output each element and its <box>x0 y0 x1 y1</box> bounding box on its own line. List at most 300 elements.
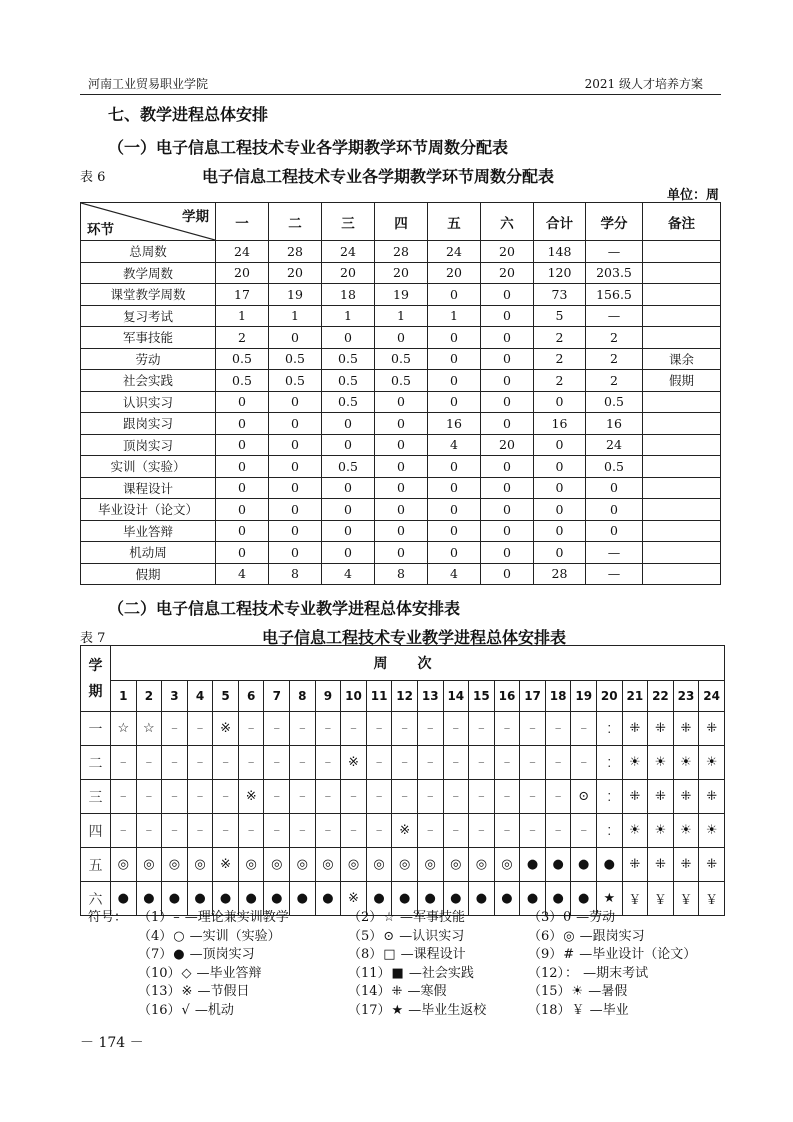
table-cell: 0 <box>216 520 269 542</box>
table-cell: 课余 <box>643 348 721 370</box>
week-number: 14 <box>443 681 469 712</box>
table-cell: 5 <box>534 305 586 327</box>
schedule-cell: – <box>520 712 546 746</box>
week-number: 8 <box>290 681 316 712</box>
table-cell: 0 <box>269 477 322 499</box>
schedule-cell: – <box>392 712 418 746</box>
table-row <box>81 520 721 542</box>
table6-col-header: 三 <box>322 203 375 241</box>
schedule-cell: – <box>469 746 495 780</box>
table-cell <box>643 305 721 327</box>
table-cell: 假期 <box>643 370 721 392</box>
legend-item <box>138 943 255 962</box>
schedule-cell: ● <box>596 848 622 882</box>
term-label: 四 <box>81 814 111 848</box>
table-cell: 0 <box>534 391 586 413</box>
header-doc-title: 2021 级人才培养方案 <box>584 77 703 91</box>
table-cell: 0 <box>481 520 534 542</box>
table-row <box>81 542 721 564</box>
schedule-cell: ☀ <box>622 746 648 780</box>
table-row <box>81 327 721 349</box>
legend-symbol: √ <box>181 1002 190 1018</box>
week-number: 22 <box>648 681 674 712</box>
legend-text: —毕业答辩 <box>196 965 262 981</box>
schedule-cell: – <box>315 814 341 848</box>
schedule-cell: ◎ <box>264 848 290 882</box>
table-cell: — <box>586 542 643 564</box>
table-cell <box>643 327 721 349</box>
table6-col-header: 六 <box>481 203 534 241</box>
schedule-cell: ※ <box>341 882 367 916</box>
table6-corner-cell <box>81 203 216 241</box>
legend-item <box>348 962 474 981</box>
table-row <box>81 434 721 456</box>
table-cell: 0 <box>428 456 481 478</box>
schedule-cell: – <box>162 712 188 746</box>
legend-text: —毕业生返校 <box>408 1002 487 1018</box>
schedule-cell: – <box>366 780 392 814</box>
schedule-cell: – <box>545 746 571 780</box>
legend-symbol: ◇ <box>181 965 192 981</box>
schedule-cell: ● <box>315 882 341 916</box>
table-cell: 0 <box>216 499 269 521</box>
header-institution: 河南工业贸易职业学院 <box>88 77 209 91</box>
table6-header-row <box>81 203 721 241</box>
schedule-cell: – <box>341 814 367 848</box>
table-cell: 20 <box>481 434 534 456</box>
table-cell <box>643 563 721 585</box>
table-cell: 0.5 <box>586 456 643 478</box>
table6-col-header: 二 <box>269 203 322 241</box>
legend-symbol: ⁜ <box>391 984 403 999</box>
legend-text: —机动 <box>194 1002 234 1018</box>
legend-item <box>528 906 615 925</box>
legend-symbol: # <box>563 947 575 962</box>
table-cell: 1 <box>269 305 322 327</box>
table-cell: 20 <box>269 262 322 284</box>
table-cell: — <box>586 563 643 585</box>
schedule-cell: ※ <box>213 712 239 746</box>
row-label: 实训（实验） <box>81 456 216 478</box>
schedule-cell: – <box>136 746 162 780</box>
schedule-cell: – <box>213 780 239 814</box>
schedule-cell: ● <box>417 882 443 916</box>
table7-week-numbers-row <box>81 681 725 712</box>
table-cell: 0 <box>216 413 269 435</box>
legend-text: —节假日 <box>197 984 250 999</box>
schedule-cell: ● <box>187 882 213 916</box>
table-cell: 0 <box>375 499 428 521</box>
table-cell: 0 <box>586 477 643 499</box>
table-cell: 0 <box>375 391 428 413</box>
schedule-cell: – <box>264 746 290 780</box>
schedule-cell: – <box>213 814 239 848</box>
table-cell <box>643 456 721 478</box>
schedule-cell: ● <box>366 882 392 916</box>
table-cell: 0 <box>481 477 534 499</box>
table-cell <box>643 520 721 542</box>
table-cell: 0.5 <box>322 348 375 370</box>
schedule-cell: ⁜ <box>673 780 699 814</box>
schedule-cell: – <box>469 712 495 746</box>
term-label: 二 <box>81 746 111 780</box>
row-label: 社会实践 <box>81 370 216 392</box>
legend-num: （7） <box>138 947 173 962</box>
legend-num: （17） <box>348 1002 391 1018</box>
table-cell: 28 <box>269 241 322 263</box>
table-cell: 0 <box>481 456 534 478</box>
schedule-cell: – <box>213 746 239 780</box>
schedule-cell: ● <box>469 882 495 916</box>
table-cell: 19 <box>375 284 428 306</box>
legend-text: —理论兼实训教学 <box>184 910 289 925</box>
table-cell: 0 <box>428 348 481 370</box>
schedule-cell: ☀ <box>699 746 725 780</box>
table-cell: 2 <box>586 348 643 370</box>
schedule-cell: ● <box>392 882 418 916</box>
week-number: 20 <box>596 681 622 712</box>
subsection-2-title: （二）电子信息工程技术专业教学进程总体安排表 <box>108 599 461 618</box>
schedule-cell: ※ <box>392 814 418 848</box>
week-number: 3 <box>162 681 188 712</box>
table-cell: 0 <box>428 477 481 499</box>
schedule-cell: ※ <box>341 746 367 780</box>
table-cell: 0 <box>375 413 428 435</box>
legend-item <box>138 906 289 925</box>
legend-prefix: 符号： <box>88 910 128 925</box>
term-row <box>81 848 725 882</box>
schedule-cell: – <box>494 780 520 814</box>
table-cell: 0 <box>216 391 269 413</box>
table-cell: 0 <box>375 327 428 349</box>
legend-num: （9） <box>528 947 563 962</box>
schedule-cell: ☀ <box>673 746 699 780</box>
legend-item <box>528 925 645 944</box>
table-cell: 0 <box>375 520 428 542</box>
schedule-cell: – <box>238 814 264 848</box>
schedule-cell: – <box>111 780 137 814</box>
schedule-cell: – <box>290 746 316 780</box>
table-cell: 0 <box>481 284 534 306</box>
table-cell: 0.5 <box>322 370 375 392</box>
table-cell: 0 <box>534 499 586 521</box>
legend-symbol: ： <box>565 965 579 981</box>
schedule-table <box>80 645 725 916</box>
schedule-cell: – <box>187 780 213 814</box>
table-cell <box>643 413 721 435</box>
table-cell: 8 <box>375 563 428 585</box>
table-cell: 0 <box>322 542 375 564</box>
table-cell: 2 <box>586 370 643 392</box>
table-cell: 0 <box>428 499 481 521</box>
table-cell: 1 <box>428 305 481 327</box>
legend-num: （10） <box>138 965 181 981</box>
schedule-cell: – <box>366 712 392 746</box>
schedule-cell: – <box>187 814 213 848</box>
schedule-cell: – <box>187 712 213 746</box>
legend-item <box>138 962 262 981</box>
legend-item <box>348 999 486 1018</box>
table-cell <box>643 542 721 564</box>
table6-col-header: 五 <box>428 203 481 241</box>
schedule-cell: – <box>392 780 418 814</box>
schedule-cell: – <box>315 780 341 814</box>
schedule-cell: – <box>290 712 316 746</box>
schedule-cell: – <box>417 814 443 848</box>
row-label: 劳动 <box>81 348 216 370</box>
table-cell: 16 <box>534 413 586 435</box>
schedule-cell: – <box>162 814 188 848</box>
legend-num: （13） <box>138 984 181 999</box>
table-cell: 0.5 <box>269 370 322 392</box>
legend-text: —课程设计 <box>400 947 466 962</box>
table-cell: 0.5 <box>269 348 322 370</box>
schedule-cell: ◎ <box>494 848 520 882</box>
schedule-cell: ⁜ <box>622 848 648 882</box>
legend-text: —寒假 <box>407 984 447 999</box>
page-number: － 174 － <box>80 1035 144 1051</box>
week-number: 12 <box>392 681 418 712</box>
table-cell: 0 <box>322 327 375 349</box>
table-cell: 0 <box>428 327 481 349</box>
table-cell: 0 <box>375 542 428 564</box>
schedule-cell: ● <box>520 848 546 882</box>
row-label: 机动周 <box>81 542 216 564</box>
schedule-cell: – <box>545 814 571 848</box>
table-cell: 0 <box>534 542 586 564</box>
schedule-cell: ⁜ <box>622 780 648 814</box>
table-cell: 28 <box>375 241 428 263</box>
table-cell: 0 <box>269 499 322 521</box>
table7-title: 电子信息工程技术专业教学进程总体安排表 <box>262 628 567 647</box>
table-cell: 0 <box>481 327 534 349</box>
legend-item <box>528 962 648 981</box>
schedule-cell: – <box>136 780 162 814</box>
schedule-cell: – <box>392 746 418 780</box>
table-cell: 19 <box>269 284 322 306</box>
schedule-cell: ● <box>136 882 162 916</box>
legend-symbol: ☆ <box>383 910 395 925</box>
legend-num: （16） <box>138 1002 181 1018</box>
legend-symbol: ⊙ <box>383 928 395 944</box>
table-cell: 0 <box>375 456 428 478</box>
table-cell: 0.5 <box>375 348 428 370</box>
term-row <box>81 712 725 746</box>
week-number: 16 <box>494 681 520 712</box>
legend-num: （8） <box>348 947 383 962</box>
schedule-cell: ※ <box>238 780 264 814</box>
table-cell: 0 <box>481 413 534 435</box>
schedule-cell: ⁜ <box>673 712 699 746</box>
term-row <box>81 814 725 848</box>
legend-text: —社会实践 <box>408 965 474 981</box>
table-cell: 0 <box>428 391 481 413</box>
row-label: 毕业设计（论文） <box>81 499 216 521</box>
table-cell: 4 <box>322 563 375 585</box>
schedule-cell: ⁜ <box>648 848 674 882</box>
term-label: 一 <box>81 712 111 746</box>
schedule-cell: ￥ <box>622 882 648 916</box>
schedule-cell: ◎ <box>341 848 367 882</box>
table-cell: 0 <box>534 520 586 542</box>
table-row <box>81 391 721 413</box>
schedule-cell: – <box>290 814 316 848</box>
header-divider <box>80 94 721 95</box>
table6-col-header: 合计 <box>534 203 586 241</box>
table-cell: 0 <box>481 563 534 585</box>
table-cell: 20 <box>481 241 534 263</box>
table-cell: 0 <box>269 520 322 542</box>
table7-header-row-1 <box>81 646 725 681</box>
week-number: 17 <box>520 681 546 712</box>
schedule-cell: – <box>571 712 597 746</box>
table-cell: 2 <box>216 327 269 349</box>
term-label: 六 <box>81 882 111 916</box>
row-label: 顶岗实习 <box>81 434 216 456</box>
week-number: 15 <box>469 681 495 712</box>
table-cell: 0 <box>481 499 534 521</box>
row-label: 课堂教学周数 <box>81 284 216 306</box>
table-cell: 16 <box>428 413 481 435</box>
schedule-cell: ◎ <box>187 848 213 882</box>
table-cell: 0 <box>375 434 428 456</box>
schedule-cell: – <box>417 746 443 780</box>
schedule-cell: ◎ <box>111 848 137 882</box>
table-cell: 1 <box>216 305 269 327</box>
week-number: 18 <box>545 681 571 712</box>
schedule-cell: – <box>290 780 316 814</box>
schedule-cell: ︰ <box>596 780 622 814</box>
schedule-cell: ◎ <box>315 848 341 882</box>
schedule-cell: ● <box>571 848 597 882</box>
schedule-cell: – <box>162 746 188 780</box>
schedule-cell: ⁜ <box>648 712 674 746</box>
schedule-cell: ◎ <box>290 848 316 882</box>
row-label: 教学周数 <box>81 262 216 284</box>
schedule-cell: ￥ <box>699 882 725 916</box>
week-number: 1 <box>111 681 137 712</box>
table-row <box>81 499 721 521</box>
legend-num: （12） <box>528 965 565 981</box>
table-cell: 0 <box>534 456 586 478</box>
table6-unit: 单位：周 <box>666 188 719 203</box>
table-cell: 0 <box>322 499 375 521</box>
table-cell: 20 <box>322 262 375 284</box>
schedule-cell: – <box>443 712 469 746</box>
schedule-cell: ● <box>290 882 316 916</box>
table-cell: 20 <box>216 262 269 284</box>
schedule-cell: ￥ <box>673 882 699 916</box>
table-cell: 0 <box>269 327 322 349</box>
schedule-cell: – <box>520 780 546 814</box>
table6-col-header: 备注 <box>643 203 721 241</box>
term-row <box>81 780 725 814</box>
schedule-cell: ⁜ <box>699 780 725 814</box>
schedule-cell: – <box>264 814 290 848</box>
legend-item <box>348 980 446 999</box>
table-cell: 0.5 <box>375 370 428 392</box>
table-cell: 0 <box>322 413 375 435</box>
table-cell: 203.5 <box>586 262 643 284</box>
schedule-cell: ◎ <box>417 848 443 882</box>
legend-item <box>348 943 466 962</box>
week-number: 9 <box>315 681 341 712</box>
schedule-cell: ◎ <box>443 848 469 882</box>
schedule-cell: ● <box>162 882 188 916</box>
legend-item <box>528 980 627 999</box>
term-header <box>81 646 111 712</box>
schedule-cell: ◎ <box>469 848 495 882</box>
legend-text: —期末考试 <box>583 965 649 981</box>
table-cell: 0 <box>216 542 269 564</box>
table-cell: 24 <box>322 241 375 263</box>
schedule-cell: ● <box>494 882 520 916</box>
table-cell <box>643 499 721 521</box>
table-cell: 17 <box>216 284 269 306</box>
schedule-cell: – <box>162 780 188 814</box>
table-cell: 0 <box>481 305 534 327</box>
table-row <box>81 262 721 284</box>
table-row <box>81 241 721 263</box>
schedule-cell: – <box>443 746 469 780</box>
legend-num: （3） <box>528 910 563 925</box>
schedule-cell: ● <box>238 882 264 916</box>
week-number: 23 <box>673 681 699 712</box>
schedule-cell: – <box>571 746 597 780</box>
table7-label: 表 7 <box>80 631 106 646</box>
table-cell: 0 <box>534 477 586 499</box>
legend-symbol: ☀ <box>571 984 584 999</box>
table-row <box>81 305 721 327</box>
week-number: 11 <box>366 681 392 712</box>
legend-symbol: ◎ <box>563 928 575 944</box>
corner-top-label: 学期 <box>182 209 209 225</box>
schedule-cell: – <box>341 712 367 746</box>
table6-col-header: 一 <box>216 203 269 241</box>
legend-symbol: θ <box>563 910 572 925</box>
week-number: 2 <box>136 681 162 712</box>
table-cell: 2 <box>534 327 586 349</box>
legend-text: —跟岗实习 <box>579 928 645 944</box>
table-cell: 0 <box>481 370 534 392</box>
schedule-cell: – <box>264 780 290 814</box>
legend-num: （18） <box>528 1002 571 1018</box>
legend-symbol: ■ <box>391 965 404 981</box>
schedule-cell: – <box>341 780 367 814</box>
schedule-cell: ︰ <box>596 712 622 746</box>
table-cell: 0 <box>322 477 375 499</box>
table-cell: 20 <box>428 262 481 284</box>
table-cell: 0 <box>375 477 428 499</box>
schedule-cell: – <box>417 712 443 746</box>
table-cell: 24 <box>216 241 269 263</box>
term-header-text: 学期 <box>88 657 103 700</box>
table6-col-header: 四 <box>375 203 428 241</box>
legend-text: —认识实习 <box>399 928 465 944</box>
table-cell: 0.5 <box>322 456 375 478</box>
table-cell: 2 <box>534 370 586 392</box>
schedule-cell: – <box>520 746 546 780</box>
schedule-cell: ⁜ <box>673 848 699 882</box>
schedule-cell: – <box>443 814 469 848</box>
schedule-cell: – <box>315 712 341 746</box>
table-cell: 0.5 <box>586 391 643 413</box>
table-cell: 0.5 <box>216 348 269 370</box>
legend-num: （1） <box>138 910 173 925</box>
schedule-cell: – <box>315 746 341 780</box>
schedule-cell: ⁜ <box>699 712 725 746</box>
table-cell: 156.5 <box>586 284 643 306</box>
